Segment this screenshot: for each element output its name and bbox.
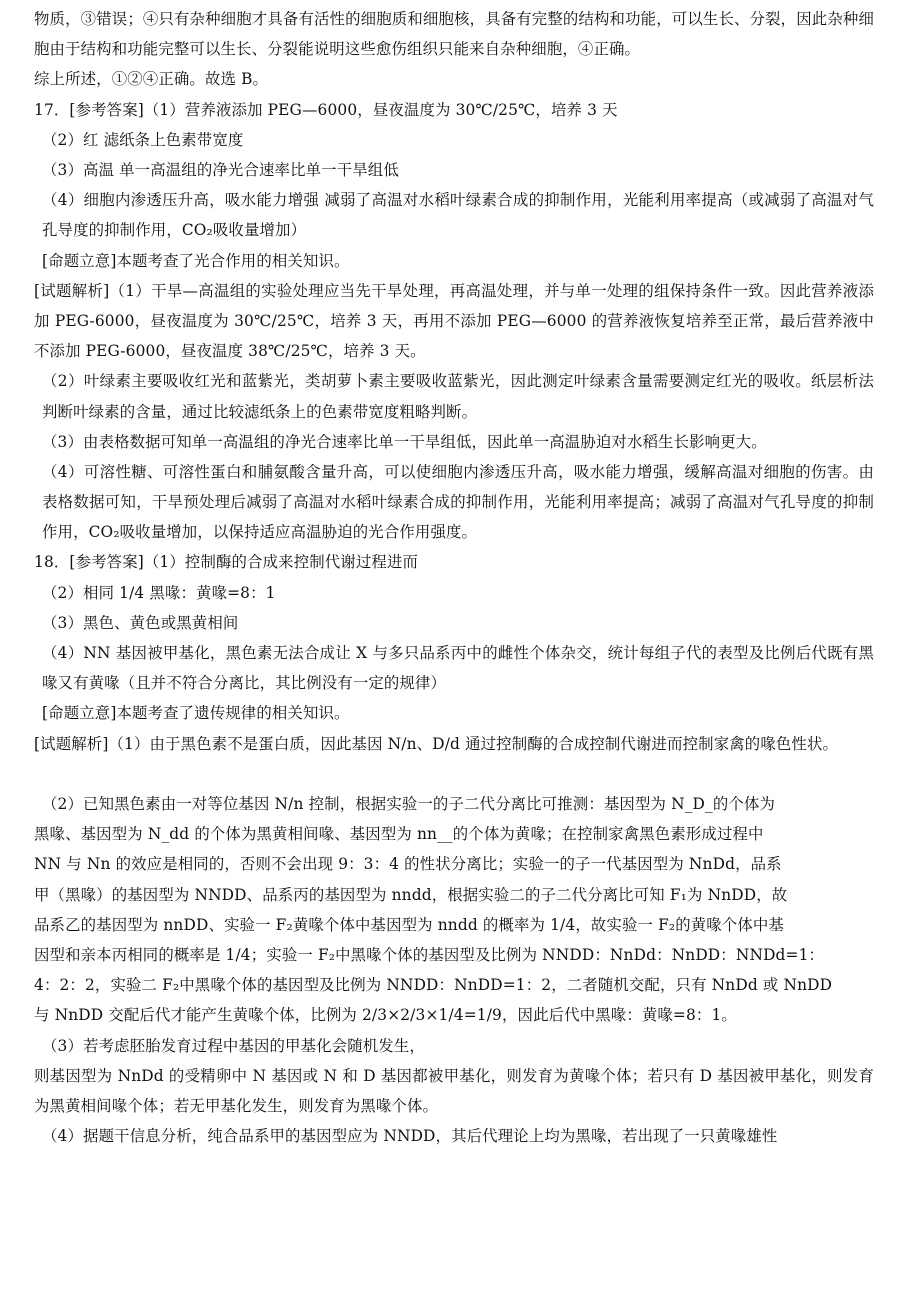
text-line: （4）可溶性糖、可溶性蛋白和脯氨酸含量升高，可以使细胞内渗透压升高，吸水能力增强，缓解高温对细胞的伤害。由表格数据可知，干旱预处理后减弱了高温对水稻叶绿素合成的抑制作用，光能利用率提高；减弱了高温对气孔导度的抑制作用，CO₂吸收量增加，以保持适应高温胁迫的光合作用强度。 [42, 462, 874, 542]
text-line: 综上所述，①②④正确。故选 B。 [34, 70, 269, 89]
text-line: （3）黑色、黄色或黑黄相间 [42, 613, 239, 632]
answer-heading-17: 17．[参考答案]（1）营养液添加 PEG—6000，昼夜温度为 30℃/25℃，培养 3 天 [34, 100, 618, 119]
text-line: （4）据题干信息分析，纯合品系甲的基因型应为 NNDD，其后代理论上均为黑喙，若出现了一只黄喙雄性 [42, 1127, 778, 1146]
analysis-paragraph: [试题解析]（1）由于黑色素不是蛋白质，因此基因 N/n、D/d 通过控制酶的合成控制代谢进而控制家禽的喙色性状。 [34, 734, 839, 753]
text-line: 物质，③错误；④只有杂种细胞才具备有活性的细胞质和细胞核，具备有完整的结构和功能，可以生长、分裂，因此杂种细胞由于结构和功能完整可以生长、分裂能说明这些愈伤组织只能来自杂种细胞，④正确。 [34, 10, 874, 59]
text-line: 因型和亲本丙相同的概率是 1/4；实验一 F₂中黑喙个体的基因型及比例为 NNDD：NnDd：NnDD：NNDd=1： [34, 945, 825, 964]
text-line: 黑喙、基因型为 N_dd 的个体为黑黄相间喙、基因型为 nn__的个体为黄喙；在控制家禽黑色素形成过程中 [34, 825, 764, 844]
intent-line: [命题立意]本题考查了光合作用的相关知识。 [42, 251, 350, 270]
text-line: NN 与 Nn 的效应是相同的，否则不会出现 9：3：4 的性状分离比；实验一的子一代基因型为 NnDd，品系 [34, 855, 782, 874]
text-line: （2）叶绿素主要吸收红光和蓝紫光，类胡萝卜素主要吸收蓝紫光，因此测定叶绿素含量需要测定红光的吸收。纸层析法判断叶绿素的含量，通过比较滤纸条上的色素带宽度粗略判断。 [42, 372, 874, 421]
text-line: （3）由表格数据可知单一高温组的净光合速率比单一干旱组低，因此单一高温胁迫对水稻生长影响更大。 [42, 432, 767, 451]
text-line: 品系乙的基因型为 nnDD、实验一 F₂黄喙个体中基因型为 nndd 的概率为 1/4，故实验一 F₂的黄喙个体中基 [34, 915, 785, 934]
text-line: 则基因型为 NnDd 的受精卵中 N 基因或 N 和 D 基因都被甲基化，则发育为黄喙个体；若只有 D 基因被甲基化，则发育为黑黄相间喙个体；若无甲基化发生，则发育为黑喙个体。 [34, 1066, 874, 1115]
text-line: （2）已知黑色素由一对等位基因 N/n 控制，根据实验一的子二代分离比可推测：基因型为 N_D_的个体为 [42, 795, 776, 814]
text-line: （4）细胞内渗透压升高，吸水能力增强 减弱了高温对水稻叶绿素合成的抑制作用，光能利用率提高（或减弱了高温对气孔导度的抑制作用，CO₂吸收量增加） [42, 191, 874, 240]
text-line: （2）相同 1/4 黑喙：黄喙=8：1 [42, 583, 276, 602]
text-line: 甲（黑喙）的基因型为 NNDD、品系丙的基因型为 nndd，根据实验二的子二代分离比可知 F₁为 NnDD，故 [34, 885, 788, 904]
text-line: （2）红 滤纸条上色素带宽度 [42, 130, 244, 149]
answer-heading-18: 18．[参考答案]（1）控制酶的合成来控制代谢过程进而 [34, 553, 419, 572]
text-line: （4）NN 基因被甲基化，黑色素无法合成让 X 与多只品系丙中的雌性个体杂交，统计每组子代的表型及比例后代既有黑喙又有黄喙（且并不符合分离比，其比例没有一定的规律） [42, 644, 874, 693]
analysis-paragraph: [试题解析]（1）干旱—高温组的实验处理应当先干旱处理，再高温处理，并与单一处理的组保持条件一致。因此营养液添加 PEG-6000，昼夜温度为 30℃/25℃，培养 3 天，再用不添加 PEG—6000 的营养液恢复培养至正常，最后营养液中不添加 PEG-6000，昼夜温度 38℃/25℃，培养 3 天。 [34, 281, 874, 361]
text-line: （3）若考虑胚胎发育过程中基因的甲基化会随机发生， [42, 1036, 425, 1055]
text-line: 与 NnDD 交配后代才能产生黄喙个体，比例为 2/3×2/3×1/4=1/9，因此后代中黑喙：黄喙=8：1。 [34, 1006, 737, 1025]
text-line: （3）高温 单一高温组的净光合速率比单一干旱组低 [42, 160, 399, 179]
text-line: 4：2：2，实验二 F₂中黑喙个体的基因型及比例为 NNDD：NnDD=1：2，二者随机交配，只有 NnDd 或 NnDD [34, 976, 833, 995]
intent-line: [命题立意]本题考查了遗传规律的相关知识。 [42, 704, 350, 723]
